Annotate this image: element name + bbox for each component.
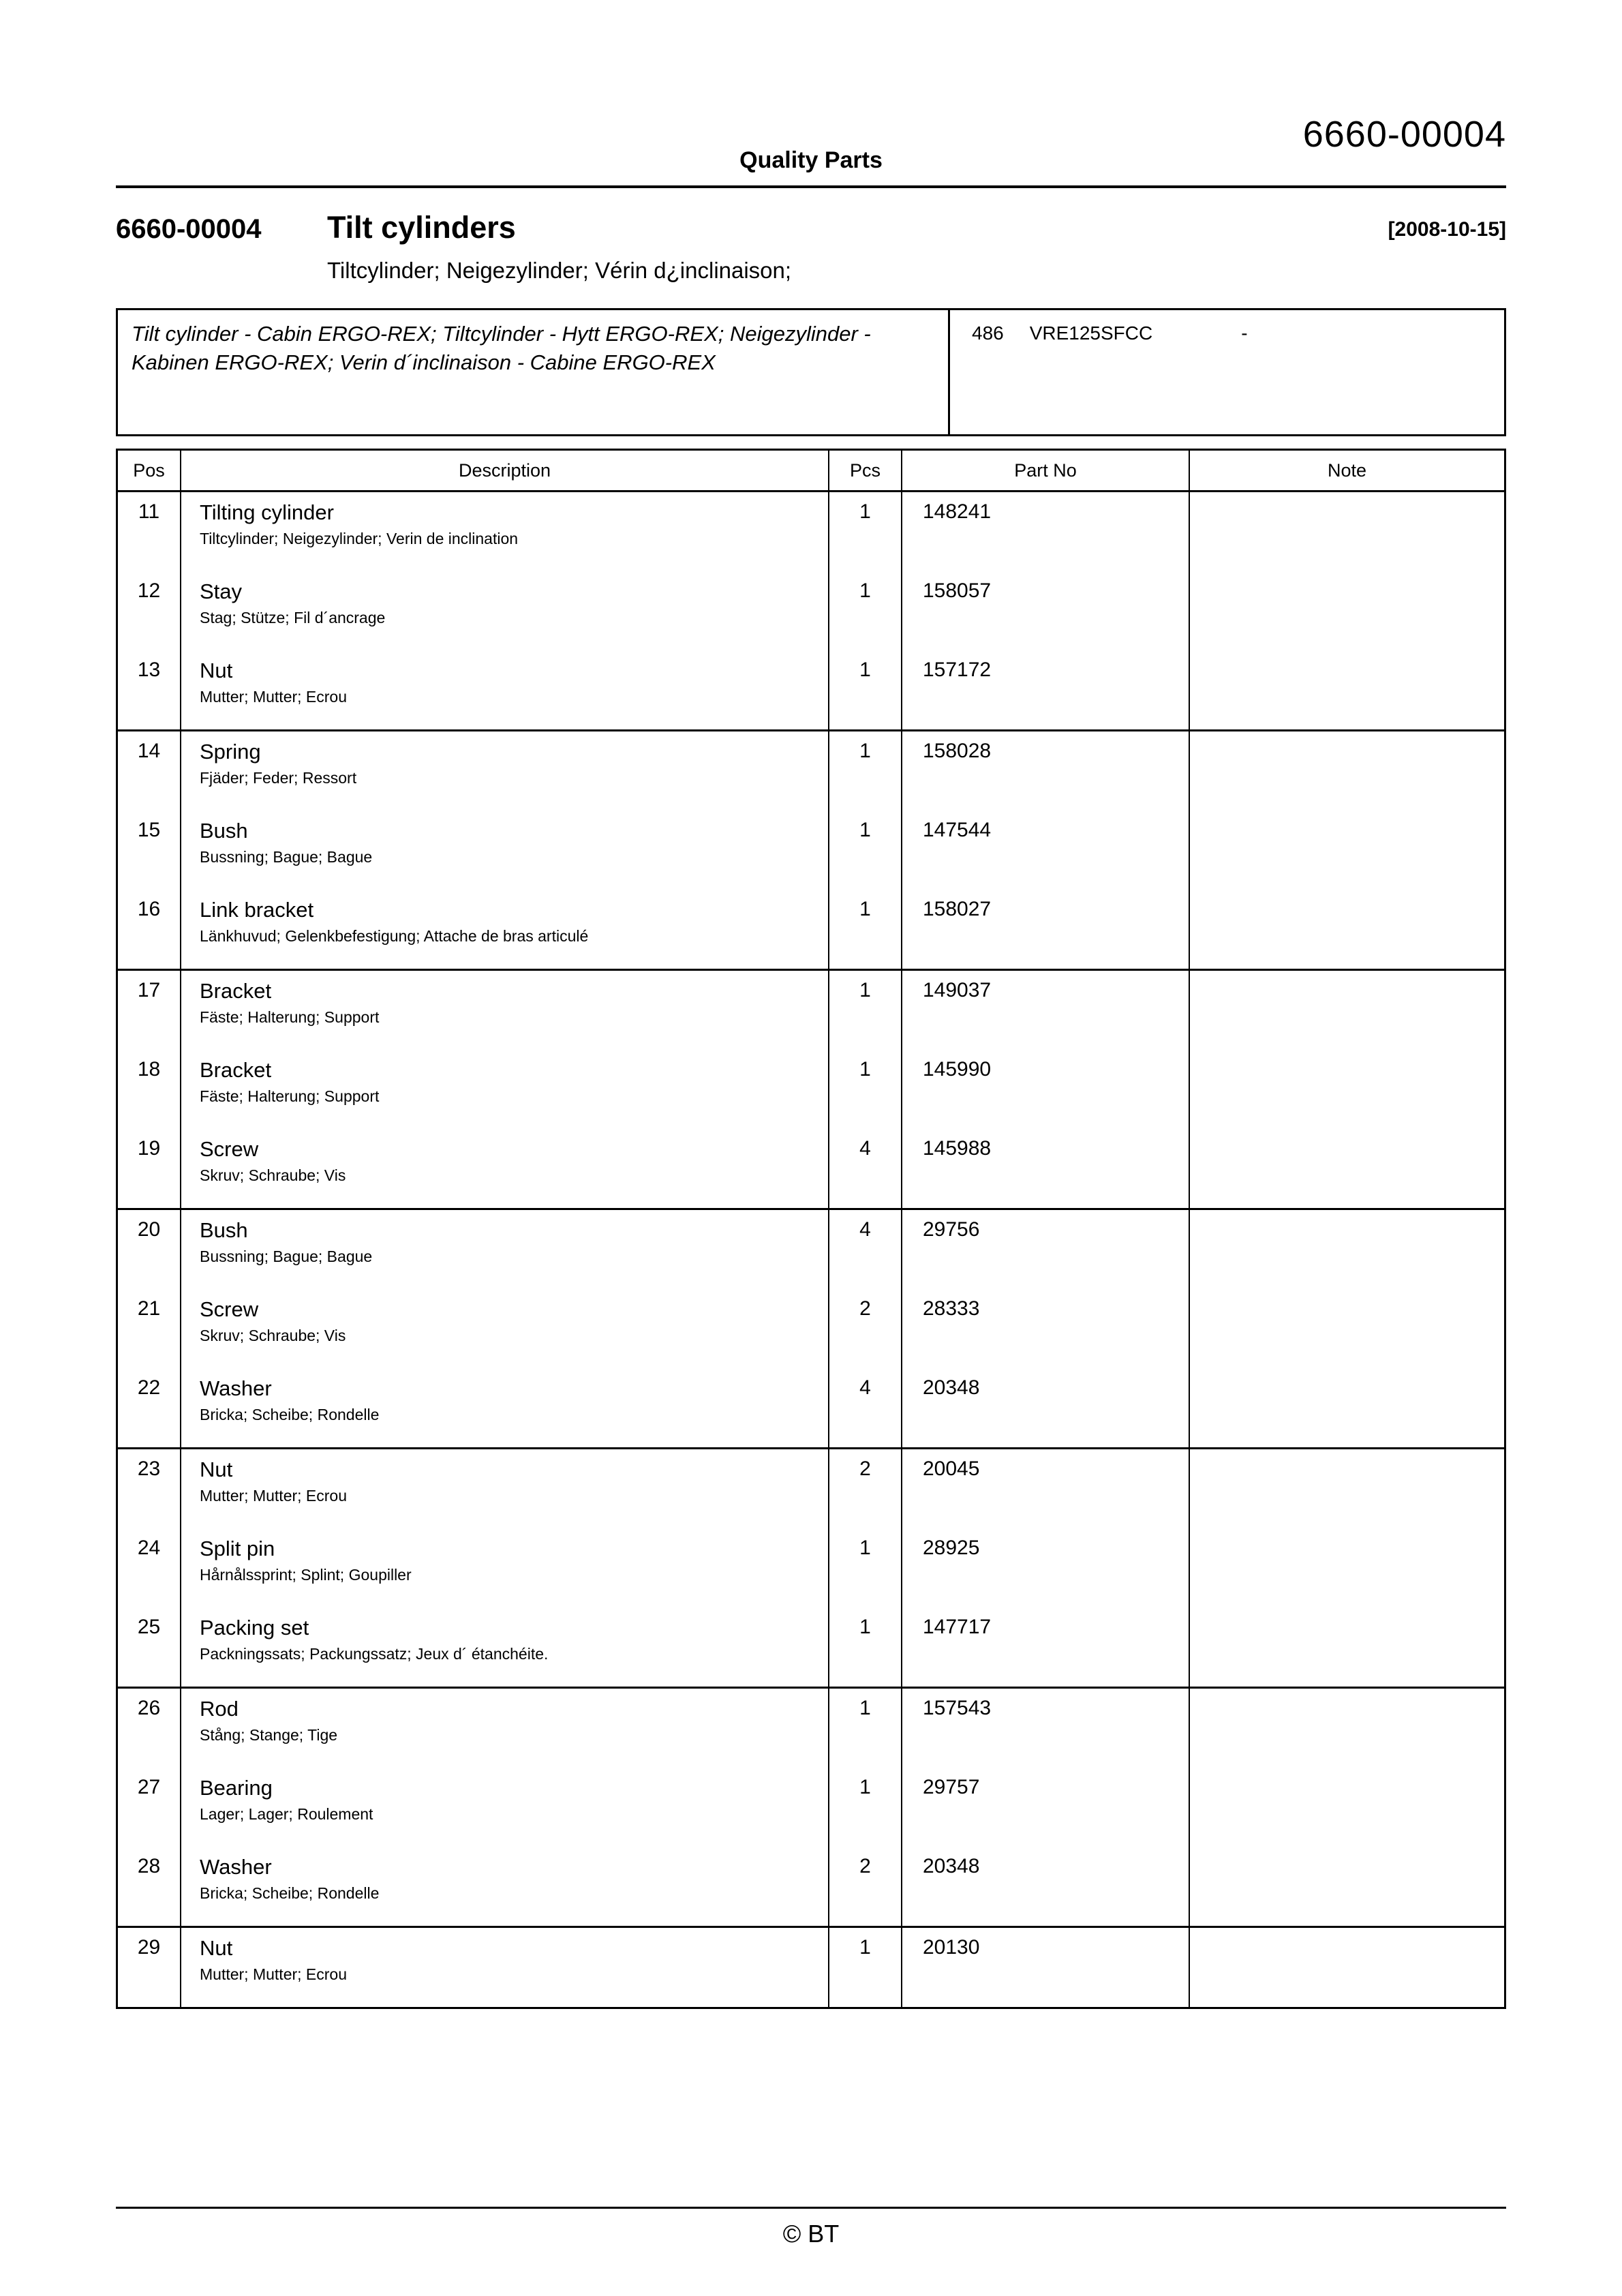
row-description — [181, 1689, 829, 1768]
row-note — [1190, 1050, 1504, 1129]
row-subname: Stång; Stange; Tige — [200, 1726, 338, 1744]
row-description — [181, 971, 829, 1050]
model-code: 486 — [972, 322, 1004, 344]
row-note — [1190, 1368, 1504, 1447]
row-subname: Mutter; Mutter; Ecrou — [200, 1965, 348, 1983]
row-subname: Bussning; Bague; Bague — [200, 1248, 373, 1265]
row-pos: 20 — [118, 1210, 181, 1289]
row-partno: 158027 — [902, 890, 1190, 969]
row-note — [1190, 1928, 1504, 2007]
row-pos: 22 — [118, 1368, 181, 1447]
row-note — [1190, 1289, 1504, 1368]
row-note — [1190, 971, 1504, 1050]
table-row — [118, 1528, 1504, 1607]
table-row — [118, 1208, 1504, 1289]
row-description — [181, 811, 829, 890]
header-center-title: Quality Parts — [739, 147, 883, 173]
row-note — [1190, 1129, 1504, 1208]
row-name: Bearing — [200, 1776, 273, 1800]
row-subname: Skruv; Schraube; Vis — [200, 1166, 346, 1184]
row-pcs: 1 — [829, 1768, 902, 1847]
table-row — [118, 1289, 1504, 1368]
row-partno: 147544 — [902, 811, 1190, 890]
row-partno: 157172 — [902, 650, 1190, 729]
row-partno: 20130 — [902, 1928, 1190, 2007]
col-header-pos: Pos — [118, 451, 181, 490]
row-pcs: 1 — [829, 1528, 902, 1607]
row-subname: Stag; Stütze; Fil d´ancrage — [200, 609, 386, 626]
row-pcs: 1 — [829, 571, 902, 650]
parts-table-header-row — [118, 451, 1504, 492]
row-subname: Bussning; Bague; Bague — [200, 848, 373, 866]
row-pos: 27 — [118, 1768, 181, 1847]
row-description — [181, 1210, 829, 1289]
row-description — [181, 890, 829, 969]
table-row — [118, 1687, 1504, 1768]
row-pos: 26 — [118, 1689, 181, 1768]
row-subname: Länkhuvud; Gelenkbefestigung; Attache de bras articulé — [200, 927, 589, 945]
footer-rule — [116, 2207, 1506, 2209]
row-description — [181, 1050, 829, 1129]
row-note — [1190, 650, 1504, 729]
row-note — [1190, 1449, 1504, 1528]
row-description — [181, 1129, 829, 1208]
row-note — [1190, 492, 1504, 571]
table-row — [118, 1768, 1504, 1847]
row-pos: 15 — [118, 811, 181, 890]
model-box — [116, 308, 1506, 436]
table-row — [118, 1447, 1504, 1528]
row-description — [181, 1928, 829, 2007]
table-row — [118, 571, 1504, 650]
row-pos: 29 — [118, 1928, 181, 2007]
row-name: Screw — [200, 1137, 259, 1161]
row-name: Rod — [200, 1697, 239, 1721]
title-code: 6660-00004 — [116, 214, 262, 244]
row-description — [181, 731, 829, 811]
model-description: Tilt cylinder - Cabin ERGO-REX; Tiltcylinder - Hytt ERGO-REX; Neigezylinder - Kabinen ERGO-REX; Verin d´inclinaison - Cabine ERGO-REX — [118, 310, 950, 434]
row-pos: 28 — [118, 1847, 181, 1926]
row-note — [1190, 1689, 1504, 1768]
row-pos: 14 — [118, 731, 181, 811]
row-note — [1190, 811, 1504, 890]
row-name: Packing set — [200, 1616, 309, 1640]
model-name: VRE125SFCC — [1029, 322, 1153, 344]
row-pcs: 1 — [829, 1689, 902, 1768]
table-row — [118, 1050, 1504, 1129]
row-name: Stay — [200, 579, 243, 603]
row-note — [1190, 1847, 1504, 1926]
row-subname: Mutter; Mutter; Ecrou — [200, 688, 348, 706]
row-name: Nut — [200, 659, 233, 682]
table-row — [118, 1847, 1504, 1926]
model-serial: - — [1241, 322, 1248, 344]
table-row — [118, 811, 1504, 890]
row-partno: 147717 — [902, 1607, 1190, 1687]
row-pos: 18 — [118, 1050, 181, 1129]
row-note — [1190, 1210, 1504, 1289]
row-subname: Skruv; Schraube; Vis — [200, 1327, 346, 1344]
table-row — [118, 1607, 1504, 1687]
row-name: Bush — [200, 819, 248, 843]
row-description — [181, 1528, 829, 1607]
col-header-note: Note — [1327, 460, 1367, 481]
row-partno: 28925 — [902, 1528, 1190, 1607]
row-subname: Lager; Lager; Roulement — [200, 1805, 373, 1823]
row-pcs: 1 — [829, 492, 902, 571]
row-pos: 23 — [118, 1449, 181, 1528]
row-partno: 158028 — [902, 731, 1190, 811]
page-title: Tilt cylinders — [327, 210, 516, 245]
row-pcs: 2 — [829, 1847, 902, 1926]
row-pcs: 1 — [829, 650, 902, 729]
row-description — [181, 1768, 829, 1847]
row-subname: Packningssats; Packungssatz; Jeux d´ étanchéite. — [200, 1645, 549, 1663]
row-description — [181, 1607, 829, 1687]
row-name: Washer — [200, 1376, 272, 1400]
row-description — [181, 1289, 829, 1368]
row-description — [181, 1368, 829, 1447]
row-name: Bracket — [200, 1058, 272, 1082]
row-note — [1190, 1528, 1504, 1607]
row-name: Nut — [200, 1457, 233, 1481]
title-subtitle: Tiltcylinder; Neigezylinder; Vérin d¿inclinaison; — [327, 258, 792, 283]
row-pos: 12 — [118, 571, 181, 650]
row-partno: 20348 — [902, 1368, 1190, 1447]
row-description — [181, 1847, 829, 1926]
row-description — [181, 650, 829, 729]
row-name: Split pin — [200, 1537, 275, 1560]
row-partno: 145988 — [902, 1129, 1190, 1208]
row-pcs: 1 — [829, 1928, 902, 2007]
row-partno: 149037 — [902, 971, 1190, 1050]
col-header-description: Description — [181, 451, 829, 490]
table-row — [118, 650, 1504, 729]
row-name: Tilting cylinder — [200, 500, 334, 524]
row-pcs: 1 — [829, 811, 902, 890]
table-row — [118, 1129, 1504, 1208]
row-name: Screw — [200, 1297, 259, 1321]
model-code-cell — [950, 310, 1504, 434]
row-pos: 11 — [118, 492, 181, 571]
row-partno: 20348 — [902, 1847, 1190, 1926]
table-row — [118, 1368, 1504, 1447]
row-pcs: 1 — [829, 731, 902, 811]
row-name: Spring — [200, 740, 261, 764]
table-row — [118, 969, 1504, 1050]
row-name: Bracket — [200, 979, 272, 1003]
row-subname: Mutter; Mutter; Ecrou — [200, 1487, 348, 1505]
row-pcs: 2 — [829, 1449, 902, 1528]
title-date: [2008-10-15] — [1388, 218, 1506, 241]
row-note — [1190, 1768, 1504, 1847]
row-partno: 158057 — [902, 571, 1190, 650]
row-subname: Fjäder; Feder; Ressort — [200, 769, 357, 787]
footer-copyright: © BT — [782, 2220, 840, 2248]
row-pcs: 1 — [829, 890, 902, 969]
parts-table-body — [118, 492, 1504, 2007]
row-note — [1190, 571, 1504, 650]
row-subname: Bricka; Scheibe; Rondelle — [200, 1884, 380, 1902]
table-row — [118, 890, 1504, 969]
parts-table — [116, 449, 1506, 2009]
row-subname: Hårnålssprint; Splint; Goupiller — [200, 1566, 412, 1584]
row-partno: 148241 — [902, 492, 1190, 571]
row-pos: 19 — [118, 1129, 181, 1208]
row-pos: 25 — [118, 1607, 181, 1687]
row-pcs: 1 — [829, 971, 902, 1050]
row-subname: Fäste; Halterung; Support — [200, 1087, 380, 1105]
row-subname: Tiltcylinder; Neigezylinder; Verin de inclination — [200, 530, 519, 547]
row-description — [181, 1449, 829, 1528]
row-name: Link bracket — [200, 898, 314, 922]
col-header-part-no: Part No — [902, 451, 1190, 490]
row-pos: 24 — [118, 1528, 181, 1607]
row-name: Bush — [200, 1218, 248, 1242]
row-pcs: 4 — [829, 1129, 902, 1208]
row-pcs: 1 — [829, 1607, 902, 1687]
row-pcs: 2 — [829, 1289, 902, 1368]
row-subname: Bricka; Scheibe; Rondelle — [200, 1406, 380, 1423]
row-pos: 16 — [118, 890, 181, 969]
row-pcs: 4 — [829, 1368, 902, 1447]
row-partno: 29757 — [902, 1768, 1190, 1847]
row-pos: 13 — [118, 650, 181, 729]
row-partno: 20045 — [902, 1449, 1190, 1528]
table-row — [118, 729, 1504, 811]
row-pcs: 1 — [829, 1050, 902, 1129]
row-partno: 28333 — [902, 1289, 1190, 1368]
row-pcs: 4 — [829, 1210, 902, 1289]
row-subname: Fäste; Halterung; Support — [200, 1008, 380, 1026]
header-doc-number: 6660-00004 — [1302, 114, 1506, 155]
row-description — [181, 492, 829, 571]
col-header-pcs: Pcs — [829, 451, 902, 490]
row-note — [1190, 731, 1504, 811]
row-note — [1190, 1607, 1504, 1687]
row-pos: 17 — [118, 971, 181, 1050]
row-partno: 29756 — [902, 1210, 1190, 1289]
row-description — [181, 571, 829, 650]
row-pos: 21 — [118, 1289, 181, 1368]
row-note — [1190, 890, 1504, 969]
row-partno: 157543 — [902, 1689, 1190, 1768]
table-row — [118, 492, 1504, 571]
header-rule — [116, 185, 1506, 188]
table-row — [118, 1926, 1504, 2007]
row-name: Nut — [200, 1936, 233, 1960]
row-name: Washer — [200, 1855, 272, 1879]
row-partno: 145990 — [902, 1050, 1190, 1129]
